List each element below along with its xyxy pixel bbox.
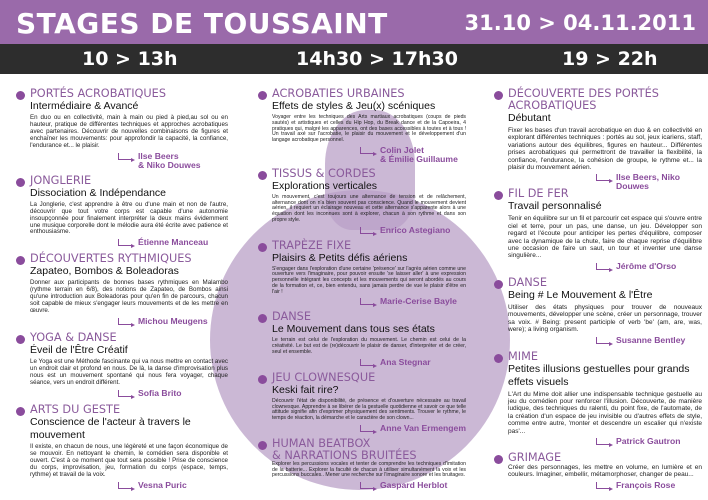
teacher-line: [30, 481, 228, 493]
activity-block: [494, 87, 702, 192]
time-slot-morning: 10 > 13h: [82, 48, 178, 70]
column-afternoon: [258, 88, 466, 495]
teacher-name: Enrico Astegiano: [380, 224, 451, 235]
activity-subtitle: Dissociation & Indépendance: [30, 186, 167, 199]
arrow-right-icon: [596, 263, 610, 270]
teacher-line: [30, 317, 228, 329]
teacher-name: Étienne Manceau: [138, 237, 209, 248]
arrow-right-icon: [360, 425, 374, 432]
bullet-icon: [16, 407, 25, 416]
activity-block: [258, 438, 466, 493]
bullet-icon: [258, 375, 267, 384]
activity-block: [494, 351, 702, 449]
header-banner: [0, 0, 708, 44]
activity-block: [258, 88, 466, 166]
activity-name: PORTÉS ACROBATIQUES: [30, 87, 166, 100]
activity-subtitle: Intermédiaire & Avancé: [30, 100, 139, 112]
activity-block: [258, 311, 466, 369]
teacher-line: [272, 481, 466, 493]
activity-name: JONGLERIE: [30, 173, 92, 187]
activity-subtitle: Éveil de l'Être Créatif: [30, 344, 128, 357]
activity-description: La Jonglerie, c'est apprendre à être ou d'une main et non de l'autre, découvrir que tout votre corps est capable d'une autonomie insoupçonnée pour finalement interpréter la deux mains évidemment une musique corporelle dont le mélodie aura été écrite avec patience et enthousiasme.: [30, 200, 228, 236]
teacher-line: [272, 358, 466, 370]
teacher-line: [30, 238, 228, 250]
teacher-name: Susanne Bentley: [616, 334, 686, 345]
teacher-name: Ilse Beers, Niko Douwes: [616, 172, 681, 192]
teacher-name: Sofia Brito: [138, 387, 182, 398]
activity-description: S'engager dans l'exploration d'une certaine 'présence' sur l'agrès aérien comme une ouverture vers l'imaginaire, pour pouvoir ensuite 'se laisser aller' à une expression personnelle intégrant les concepts et les mouvements qui seront abordés au cours de la formation et, ce, bien entendu, sans jamais perdre de vue le plaisir d'être en l'air !: [272, 265, 466, 295]
teacher-line: [272, 226, 466, 238]
bullet-icon: [258, 441, 267, 450]
arrow-right-icon: [118, 153, 132, 160]
activity-name: TISSUS & CORDES: [272, 166, 376, 180]
activity-name: DÉCOUVERTES RYTHMIQUES: [30, 252, 192, 266]
activity-description: L'Art du Mime doit allier une indispensable technique gestuelle au jeu du comédien pour renforcer l'illusion. Découverte, de manière ludique, des techniques du ralenti, du point fixe, de l'automate, de la création d'un espace de jeu invisible ou d'autres effets de style, comme entre autre, 'monter et descendre un escalier qui n'existe pas'...: [508, 390, 702, 435]
activity-name: YOGA & DANSE: [30, 331, 117, 345]
teacher-line: [508, 172, 702, 192]
teacher-line: [30, 389, 228, 401]
teacher-name: Anne Van Ermengem: [380, 422, 466, 433]
bullet-icon: [16, 91, 25, 100]
arrow-right-icon: [596, 174, 610, 181]
arrow-right-icon: [360, 298, 374, 305]
activity-name: HUMAN BEATBOX & NARRATIONS BRUITÉES: [272, 436, 417, 462]
column-morning: [16, 88, 228, 496]
activity-subtitle: Travail personnalisé: [508, 200, 602, 213]
activity-description: En duo ou en collectivité, main à main ou pied à pied,au sol ou en hauteur, pratique de différentes techniques et approches acrobatiques avec partenaires. Découvrir de nouvelles combinaisons de figures et enchaîner les mouvements: pour approfondir la capacité, la confiance, l'endurance et... le plaisir.: [30, 114, 228, 149]
bullet-icon: [16, 256, 25, 265]
teacher-line: [508, 437, 702, 449]
activity-subtitle: Le Mouvement dans tous ses états: [272, 323, 435, 336]
activity-subtitle: Zapateo, Bombos & Boleadoras: [30, 265, 179, 278]
activity-description: Le terrain est celui de l'exploration du mouvement. Le chemin est celui de la créativité. Le but est de (re)découvrir le plaisir de danser, d'interpréter et de créer, seul et ensemble.: [272, 337, 466, 356]
time-slot-band: [0, 44, 708, 74]
activity-name: ARTS DU GESTE: [30, 402, 121, 416]
bullet-icon: [494, 280, 503, 289]
activity-block: [494, 452, 702, 493]
activity-block: [494, 188, 702, 273]
activity-subtitle: Plaisirs & Petits défis aériens: [272, 251, 408, 264]
activity-subtitle: Petites illusions gestuelles pour grands effets visuels: [508, 362, 690, 388]
activity-description: Le Yoga est une Méthode fascinante qui va nous mettre en contact avec un endroit clair et profond en nous. De là, la danse d'improvisation plus nous est un mouvement spontané qui nous fera voyager, chaque séance, vers un endroit différent.: [30, 358, 228, 386]
activity-name: DANSE: [272, 310, 311, 324]
activity-name: GRIMAGE: [508, 450, 562, 464]
activity-subtitle: Being # Le Mouvement & l'Être: [508, 288, 653, 301]
activity-block: [258, 240, 466, 310]
time-slot-afternoon: 14h30 > 17h30: [296, 48, 458, 70]
teacher-name: Ilse Beers & Niko Douwes: [138, 150, 201, 170]
activity-block: [494, 277, 702, 348]
activity-subtitle: Débutant: [508, 112, 551, 124]
arrow-right-icon: [118, 239, 132, 246]
bullet-icon: [258, 91, 267, 100]
teacher-line: [272, 297, 466, 309]
activity-description: Il existe, en chacun de nous, une légèreté et une façon économique de se mouvoir. En nettoyant le chemin, le comédien sera disponible et ouvert. C'est à ce moment que tout sera possible ! Prise de conscience du corps, improvisation, jeu, formation du corps (espace, temps, rythme) et travail de la voix.: [30, 442, 228, 478]
arrow-right-icon: [118, 318, 132, 325]
activity-block: [258, 168, 466, 238]
activity-name: JEU CLOWNESQUE: [272, 370, 376, 384]
activity-block: [16, 253, 228, 329]
activity-name: TRAPÈZE FIXE: [272, 238, 352, 252]
bullet-icon: [258, 314, 267, 323]
bullet-icon: [494, 354, 503, 363]
activity-name: FIL DE FER: [508, 187, 569, 201]
teacher-line: [508, 336, 702, 348]
activity-description: Fixer les bases d'un travail acrobatique en duo & en collectivité en explorant différentes techniques : portés au sol, jeux icariens, staff, variations autour des équilibres, figures en hauteur... Différentes prises acrobatiques qui permettront de travailler la flexibilité, la confiance, l'endurance, la cohésion de groupe, le rythme et... la plaisir du mouvement aérien.: [508, 127, 702, 172]
activity-subtitle: Effets de styles & Jeu(x) scéniques: [272, 100, 436, 112]
arrow-right-icon: [118, 390, 132, 397]
bullet-icon: [16, 335, 25, 344]
activity-subtitle: Conscience de l'acteur à travers le mouvement: [30, 415, 191, 441]
teacher-line: [30, 152, 228, 172]
teacher-line: [508, 481, 702, 493]
activity-subtitle: Keski fait rire?: [272, 383, 339, 396]
arrow-right-icon: [360, 482, 374, 489]
arrow-right-icon: [596, 337, 610, 344]
bullet-icon: [258, 243, 267, 252]
column-evening: [494, 88, 702, 496]
activity-description: Explorer les percussions vocales et tenter de comprendre les techniques d'imitation de la batterie... Explorer la faculté de chacun à utiliser simultanément la voix et les percussions buccales.. Mener une recherche sur l'imaginaire sonore et les bruitages.: [272, 460, 466, 479]
bullet-icon: [494, 91, 503, 100]
bullet-icon: [494, 455, 503, 464]
teacher-name: Jérôme d'Orso: [616, 260, 677, 271]
arrow-right-icon: [360, 147, 374, 154]
teacher-name: François Rose: [616, 479, 676, 490]
activity-name: DÉCOUVERTE DES PORTÉS ACROBATIQUES: [508, 87, 659, 112]
activity-name: MIME: [508, 349, 538, 363]
teacher-name: Michou Meugens: [138, 316, 208, 327]
teacher-name: Gaspard Herblot: [380, 480, 448, 491]
teacher-line: [272, 146, 466, 166]
activity-description: Tenir en équilibre sur un fil et parcourir cet espace qui s'ouvre entre ciel et terre, pour un pas, une danse, un jeu. Développer son regard et l'écoute pour anticiper les pertes d'équilibre, composer avec la dynamique de la chute, faire de chaque reprise d'équilibre une occasion de faire un saut, un tour et inventer une danse singulière...: [508, 215, 702, 260]
activity-name: ACROBATIES URBAINES: [272, 87, 405, 100]
activity-block: [16, 404, 228, 493]
activity-name: DANSE: [508, 275, 547, 289]
teacher-name: Colin Jolet & Émilie Guillaume: [380, 144, 458, 164]
activity-subtitle: Explorations verticales: [272, 179, 378, 192]
activity-description: Créer des personnages, les mettre en volume, en lumière et en couleurs. Imaginer, embellir, métamorphoser, changer de peau...: [508, 463, 702, 479]
bullet-icon: [258, 171, 267, 180]
bullet-icon: [16, 178, 25, 187]
arrow-right-icon: [360, 227, 374, 234]
bullet-icon: [494, 191, 503, 200]
teacher-name: Vesna Puric: [138, 479, 187, 490]
arrow-right-icon: [360, 359, 374, 366]
teacher-name: Marie-Cerise Bayle: [380, 296, 457, 307]
arrow-right-icon: [596, 438, 610, 445]
activity-description: Utiliser des états physiques pour trouver de nouveaux mouvements, développer une scène, créer un personnage, trouver sa voix. # Being: present participle of verb 'be' (am, are, was, were); a living organism.: [508, 303, 702, 334]
activity-description: Voyager entre les techniques des Arts martiaux acrobatiques (coups de pieds sautés) et artistiques et celles du Hip Hop, du Break dance et de la Capoeira, 4 pratiques qui, malgré les apparences, ont des bases accessibles à toutes et à tous ! Un travail axé sur l'acrobatie, le plaisir du mouvement et le développement d'un langage acrobatique personnel.: [272, 114, 466, 144]
activity-description: Découvrir l'état de disponibilité, de présence et d'ouverture nécessaire au travail clownesque. Apprendre à se libérer de la gestuelle quotidienne et savoir ce que telle attitude signifie afin d'exprimer physiquement des sentiments. Trouver le rythme, le temps de réaction, la démarche et le caractère de son clown...: [272, 397, 466, 422]
teacher-name: Patrick Gautron: [616, 435, 681, 446]
activity-description: Donner aux participants de bonnes bases rythmiques en Malambo (rythme terrain en 6/8), des notions de Zapateo, de Bombos ainsi qu'une introduction aux Boleadoras pour qu'en fin de parcours, chacun soit capable de mieux s'engager leurs mouvements et de les mettre en œuvre.: [30, 279, 228, 315]
activity-block: [258, 372, 466, 436]
page-title: STAGES DE TOUSSAINT: [16, 7, 388, 40]
time-slot-evening: 19 > 22h: [562, 48, 658, 70]
activity-block: [16, 332, 228, 401]
activity-block: [16, 88, 228, 172]
teacher-name: Ana Stegnar: [380, 356, 431, 367]
arrow-right-icon: [596, 482, 610, 489]
date-range: 31.10 > 04.11.2011: [464, 11, 696, 35]
arrow-right-icon: [118, 482, 132, 489]
activity-block: [16, 175, 228, 251]
teacher-line: [508, 262, 702, 274]
teacher-line: [272, 424, 466, 436]
activity-description: Un mouvement, c'est toujours une alternance de tension et de relâchement, alternance dont on n'a bien souvent pas conscience. Quand le mouvement devient aérien, il requiert un éclairage nouveau et cette alternance s'apparente alors à une équation dont les inconnues sont à explorer, chacun à son rythme et dans son propre style.: [272, 193, 466, 223]
